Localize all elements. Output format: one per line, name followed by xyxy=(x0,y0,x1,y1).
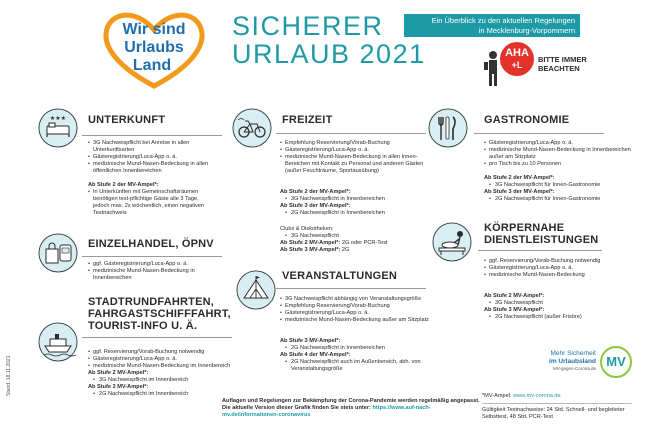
stadtrundfahrten-sub2: Ab Stufe 3 MV-Ampel*: xyxy=(88,384,149,390)
list-item: • medizinische Mund-Nasen-Bedeckung im Innenbereich xyxy=(88,363,258,370)
list-item: • medizinische Mund-Nasen-Bedeckung in allen öffentlichen Innenbereichen xyxy=(88,161,216,175)
list-item: • pro Tisch bis zu 10 Personen xyxy=(484,161,632,168)
stadtrundfahrten-sub1-list xyxy=(88,377,258,384)
stadtrundfahrten-title-3: TOURIST-INFO U. Ä. xyxy=(88,320,198,332)
shopping-icon xyxy=(38,233,78,273)
footer-note xyxy=(222,398,480,419)
clubs-sub1-rest: 2G oder PCR-Test xyxy=(340,240,388,246)
unterkunft-sub: Ab Stufe 2 der MV-Ampel*: xyxy=(88,182,159,188)
list-item: • 2G Nachweispflicht im Innenbereich xyxy=(88,391,258,398)
list-item: • 3G Nachweispflicht in Innenbereichen xyxy=(280,196,430,203)
gastronomie-list xyxy=(484,140,632,168)
gastronomie-sub1: Ab Stufe 2 der MV-Ampel*: xyxy=(484,175,555,181)
gastronomie-sub2: Ab Stufe 3 der MV-Ampel*: xyxy=(484,189,555,195)
list-item: • Gästeregistrierung/Luca-App o. ä. xyxy=(484,140,632,147)
koerpernahe-title-2: DIENSTLEISTUNGEN xyxy=(484,234,599,246)
freizeit-sub2: Ab Stufe 3 der MV-Ampel*: xyxy=(280,203,351,209)
aha-badge xyxy=(500,42,534,76)
veranstaltungen-sub1: Ab Stufe 3 MV-Ampel*: xyxy=(280,338,341,344)
veranstaltungen-divider xyxy=(276,288,426,289)
einzelhandel-list xyxy=(88,261,218,282)
ampel-line xyxy=(482,393,561,400)
unterkunft-title: UNTERKUNFT xyxy=(88,114,166,126)
list-item: • In Unterkünften mit Gemeinschaftsräumen benötigen test-pflichtige Gäste alle 3 Tage, jedoch max. 2x wöchentlich, einen negativen Testnachweis xyxy=(88,189,216,217)
freizeit-divider xyxy=(276,133,426,134)
list-item: • 2G Nachweispflicht in Innenbereichen xyxy=(280,345,440,352)
koerpernahe-sub1-list xyxy=(484,300,634,307)
bitte-beachten xyxy=(538,55,587,73)
list-item: • medizinische Mund-Nasen-Bedeckung in allen Innen-Bereichen mit Kontakt zu Personal und anderen Gästen (außer Feuchträume, Sportausübung) xyxy=(280,154,426,175)
footer-note-link[interactable]: https://www.auf-nach-mv.de/informationen-coronavirus xyxy=(222,405,431,418)
bitte-line-1: BITTE IMMER xyxy=(538,55,587,64)
einzelhandel-title: EINZELHANDEL, ÖPNV xyxy=(88,238,214,250)
koerpernahe-sub1: Ab Stufe 2 MV-Ampel*: xyxy=(484,293,545,299)
stadtrundfahrten-list xyxy=(88,349,258,370)
clubs-sub1-line xyxy=(280,240,388,247)
mv-logo-text xyxy=(530,350,596,372)
bitte-line-2: BEACHTEN xyxy=(538,64,580,73)
mv-mark-text: MV xyxy=(606,354,626,369)
mv-logo-line-2: im Urlaubsland xyxy=(549,358,596,365)
list-item: • Gästeregistrierung/Luca-App o. ä. xyxy=(88,356,258,363)
wir-sind-urlaubsland-logo xyxy=(96,6,212,92)
freizeit-sub1-list xyxy=(280,196,430,203)
freizeit-title: FREIZEIT xyxy=(282,114,333,126)
list-item: • Gästeregistrierung/Luca-App o. ä. xyxy=(88,154,216,161)
bed-icon xyxy=(38,108,78,148)
list-item: • 3G Nachweispflicht bei Anreise in allen Unterkunftsarten xyxy=(88,140,216,154)
svg-text:Wir sind: Wir sind xyxy=(122,21,186,38)
stadtrundfahrten-sub2-list xyxy=(88,391,258,398)
list-item: • medizinische Mund-Nasen-Bedeckung außer am Sitzplatz xyxy=(280,317,436,324)
list-item: • 3G Nachweispflicht abhängig von Veranstaltungsgröße xyxy=(280,296,436,303)
mv-mark-icon xyxy=(600,346,632,378)
list-item: • medizinische Mund-Nasen-Bedeckung xyxy=(484,272,634,279)
list-item: • 3G Nachweispflicht im Innenbereich xyxy=(88,377,258,384)
stadtrundfahrten-sub1: Ab Stufe 2 MV-Ampel*: xyxy=(88,370,149,376)
stand-date: Stand: 18.11.2021 xyxy=(6,355,12,396)
koerpernahe-title xyxy=(484,222,598,246)
veranstaltungen-sub2: Ab Stufe 4 der MV-Ampel*: xyxy=(280,352,351,358)
freizeit-list xyxy=(280,140,426,175)
massage-icon xyxy=(432,222,472,262)
list-item: • Empfehlung Reservierung/Vorab-Buchung xyxy=(280,140,426,147)
unterkunft-list xyxy=(88,140,216,175)
list-item: • 3G Nachweispflicht xyxy=(280,233,430,240)
freizeit-sub1: Ab Stufe 2 der MV-Ampel*: xyxy=(280,189,351,195)
list-item: • Gästeregistrierung/Luca-App o. ä. xyxy=(280,147,426,154)
stadtrundfahrten-title xyxy=(88,296,231,332)
clubs-title: Clubs & Diskotheken: xyxy=(280,226,334,232)
stadtrundfahrten-divider xyxy=(82,337,232,338)
title-line-1: SICHERER xyxy=(232,11,384,41)
koerpernahe-list xyxy=(484,258,634,279)
veranstaltungen-list xyxy=(280,296,436,324)
title-line-2: URLAUB 2021 xyxy=(232,39,426,69)
clubs-sub1: Ab Stufe 2 MV-Ampel*: xyxy=(280,240,341,246)
overview-banner xyxy=(404,14,580,37)
list-item: • 2G Nachweispflicht (außer Frisöre) xyxy=(484,314,634,321)
svg-text:Land: Land xyxy=(132,57,172,74)
clubs-list xyxy=(280,233,430,240)
stadtrundfahrten-title-2: FAHRGASTSCHIFFFAHRT, xyxy=(88,308,231,320)
freizeit-sub2-list xyxy=(280,210,430,217)
list-item: • 2G Nachweispflicht für Innen-Gastronomie xyxy=(484,196,634,203)
footer-divider xyxy=(482,403,632,404)
gastronomie-title: GASTRONOMIE xyxy=(484,114,570,126)
einzelhandel-divider xyxy=(82,256,222,257)
aha-suffix: +L xyxy=(511,60,523,70)
mv-logo-line-1: Mehr Sicherheit xyxy=(550,350,596,357)
clubs-sub2-rest: 2G xyxy=(340,247,350,253)
list-item: • 2G Nachweispflicht auch im Außenbereich, abh. von Veranstaltungsgröße xyxy=(280,359,456,373)
gastronomie-sub2-list xyxy=(484,196,634,203)
ampel-link[interactable]: www.mv-corona.de xyxy=(513,393,561,399)
validity-note: Gültigkeit Testnachweise: 24 Std. Schnell- und begleiteter Selbsttest, 48 Std. PCR-Test xyxy=(482,407,625,420)
ship-icon xyxy=(38,322,78,362)
ampel-label: *MV-Ampel: xyxy=(482,393,512,399)
aha-text: AHA xyxy=(505,47,529,59)
bicycle-icon xyxy=(232,108,272,148)
veranstaltungen-sub2-list xyxy=(280,359,456,373)
unterkunft-sub-list xyxy=(88,189,216,217)
list-item: • Empfehlung Reservierung/Vorab-Buchung xyxy=(280,303,436,310)
banner-line-2: in Mecklenburg-Vorpommern xyxy=(478,25,575,35)
koerpernahe-sub2-list xyxy=(484,314,634,321)
gastronomie-sub1-list xyxy=(484,182,634,189)
list-item: • Gästeregistrierung/Luca-App o. ä. xyxy=(484,265,634,272)
veranstaltungen-sub1-list xyxy=(280,345,440,352)
koerpernahe-sub2: Ab Stufe 3 MV-Ampel*: xyxy=(484,307,545,313)
banner-line-1: Ein Überblick zu den aktuellen Regelungen xyxy=(431,16,575,25)
mv-logo-line-3: MV-gegen-Corona.de xyxy=(552,366,596,371)
svg-text:★★★: ★★★ xyxy=(49,116,67,122)
list-item: • medizinische Mund-Nasen-Bedeckung in Innenbereichen außer am Sitzplatz xyxy=(484,147,632,161)
mv-gegen-corona-logo xyxy=(530,346,636,380)
list-item: • 3G Nachweispflicht für Innen-Gastronomie xyxy=(484,182,634,189)
footer-note-text: Auflagen und Regelungen zur Bekämpfung der Corona-Pandemie werden regelmäßig angepasst. Die aktuelle Version dieser Grafik finden Sie stets unter: xyxy=(222,398,480,411)
veranstaltungen-title: VERANSTALTUNGEN xyxy=(282,270,398,282)
svg-text:Urlaubs: Urlaubs xyxy=(124,39,184,56)
unterkunft-divider xyxy=(82,135,222,136)
list-item: • ggf. Reservierung/Vorab-Buchung notwendig xyxy=(484,258,634,265)
cutlery-icon xyxy=(428,108,468,148)
tent-icon xyxy=(236,270,276,310)
list-item: • ggf. Gästeregistrierung/Luca-App o. ä. xyxy=(88,261,218,268)
clubs-sub2-line xyxy=(280,247,349,254)
stadtrundfahrten-title-1: STADTRUNDFAHRTEN, xyxy=(88,296,215,308)
list-item: • Gästeregistrierung/Luca-App o. ä. xyxy=(280,310,436,317)
list-item: • 3G Nachweispflicht xyxy=(484,300,634,307)
koerpernahe-divider xyxy=(478,250,602,251)
clubs-sub2: Ab Stufe 3 MV-Ampel*: xyxy=(280,247,341,253)
koerpernahe-title-1: KÖRPERNAHE xyxy=(484,222,565,234)
list-item: • 2G Nachweispflicht in Innenbereichen xyxy=(280,210,430,217)
list-item: • medizinische Mund-Nasen-Bedeckung in Innenbereichen xyxy=(88,268,218,282)
list-item: • ggf. Reservierung/Vorab-Buchung notwendig xyxy=(88,349,258,356)
gastronomie-divider xyxy=(474,133,604,134)
